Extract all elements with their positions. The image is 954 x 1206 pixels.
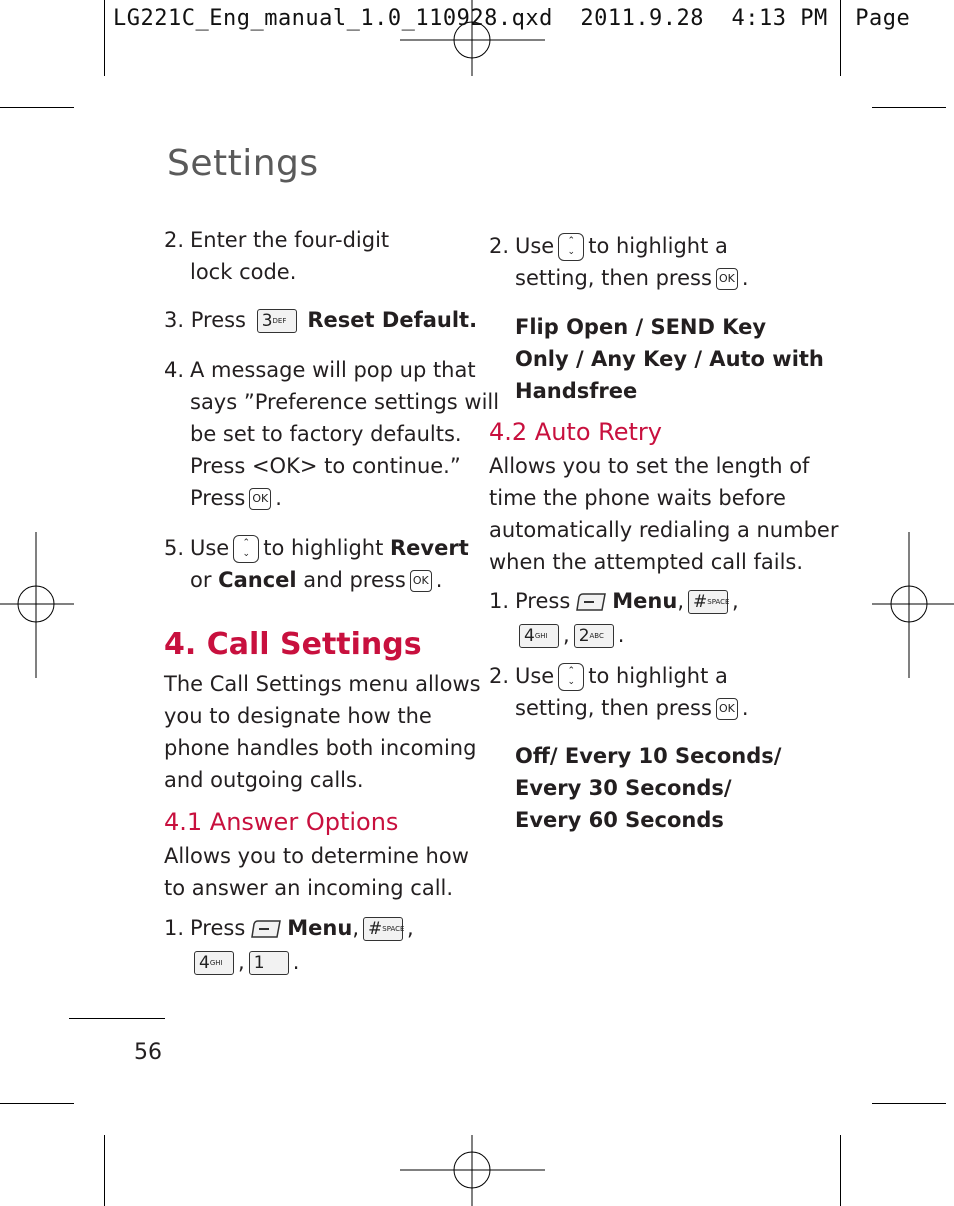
desc-line: Allows you to determine how (164, 844, 469, 868)
desc-line: when the attempted call fails. (489, 550, 804, 574)
step-text: Press (190, 308, 247, 332)
option-line: Flip Open / SEND Key (515, 315, 767, 339)
step-text: , (732, 589, 739, 613)
step-text: Press (190, 916, 246, 940)
step-text: to highlight (263, 536, 384, 560)
step-text: Use (515, 664, 555, 688)
step-text: . (292, 950, 300, 974)
key-label: 3 (261, 311, 273, 331)
ok-key-icon: OK (716, 268, 738, 290)
retry-options-list (515, 740, 781, 836)
step-text: . (275, 486, 282, 510)
nav-key-icon (558, 233, 584, 261)
step-number: 3. (164, 308, 185, 332)
key-sublabel: ABC (589, 632, 604, 640)
subsection-heading: 4.1 Answer Options (164, 808, 399, 836)
key-3-icon (257, 309, 297, 333)
key-label: 2 (578, 626, 590, 646)
step-text: . (617, 623, 625, 647)
hash-key-icon (363, 917, 403, 941)
section-intro (164, 668, 481, 796)
revert-label: Revert (390, 536, 469, 560)
subsection-heading: 4.2 Auto Retry (489, 418, 662, 446)
step-text: says ”Preference settings will (190, 390, 500, 414)
page-number: 56 (134, 1040, 162, 1065)
step-number: 4. (164, 358, 185, 382)
key-label: 1 (253, 953, 265, 973)
cancel-label: Cancel (218, 568, 297, 592)
subsection-desc (164, 840, 469, 904)
answer-options-list (515, 311, 824, 407)
step-text: , (352, 916, 360, 940)
desc-line: to answer an incoming call. (164, 876, 454, 900)
step-text: , (238, 950, 245, 974)
step-text: setting, then press (515, 266, 712, 290)
nav-key-icon (233, 535, 259, 563)
intro-line: you to designate how the (164, 704, 432, 728)
option-line: Only / Any Key / Auto with (515, 347, 824, 371)
key-label: # (368, 919, 383, 939)
key-sublabel: SPACE (382, 925, 405, 933)
nav-down-glyph: ⌄ (242, 549, 250, 559)
step-text: . (741, 696, 749, 720)
step-text: to highlight a (588, 234, 728, 258)
menu-label: Menu (612, 589, 678, 613)
step-text: . (435, 568, 443, 592)
step-3 (164, 304, 477, 336)
nav-up-glyph: ⌃ (567, 666, 575, 676)
option-line: Off/ Every 10 Seconds/ (515, 744, 782, 768)
step-number: 1. (489, 589, 510, 613)
step-text: Press (515, 589, 571, 613)
left-soft-key-icon (574, 591, 608, 613)
reset-default-label: Reset Default. (307, 308, 478, 332)
left-soft-key-icon (249, 918, 283, 940)
nav-up-glyph: ⌃ (567, 236, 575, 246)
key-sublabel: GHI (209, 959, 223, 967)
key-sublabel: DEF (272, 317, 287, 325)
desc-line: automatically redialing a number (489, 518, 839, 542)
intro-line: and outgoing calls. (164, 768, 364, 792)
step-text: Use (515, 234, 555, 258)
step-text: Enter the four-digit lock code. (190, 228, 390, 284)
option-line: Every 60 Seconds (515, 808, 724, 832)
desc-line: Allows you to set the length of (489, 454, 810, 478)
hash-key-icon (688, 590, 728, 614)
intro-line: phone handles both incoming (164, 736, 477, 760)
option-line: Handsfree (515, 379, 638, 403)
subsection-desc (489, 450, 838, 578)
step-text: Press <OK> to continue.” (190, 454, 461, 478)
key-label: 4 (524, 626, 535, 646)
key-sublabel: SPACE (707, 598, 730, 606)
step-number: 2. (489, 234, 510, 258)
step-text: and press (303, 568, 406, 592)
step-text: or (190, 568, 212, 592)
menu-label: Menu (287, 916, 353, 940)
step-text: be set to factory defaults. (190, 422, 462, 446)
step-number: 5. (164, 536, 185, 560)
nav-up-glyph: ⌃ (242, 538, 250, 548)
step-number: 2. (164, 228, 185, 252)
nav-key-icon (558, 663, 584, 691)
print-header: LG221C_Eng_manual_1.0_110928.qxd 2011.9.28 4:13 PM Page (113, 6, 911, 31)
nav-down-glyph: ⌄ (567, 247, 575, 257)
section-heading: 4. Call Settings (164, 627, 422, 662)
ok-key-icon: OK (716, 698, 738, 720)
key-label: 4 (199, 953, 210, 973)
key-sublabel: GHI (534, 632, 548, 640)
desc-line: time the phone waits before (489, 486, 786, 510)
step-text: setting, then press (515, 696, 712, 720)
step-text: , (677, 589, 685, 613)
key-label: # (693, 592, 708, 612)
key-4-icon (194, 951, 234, 975)
step-number: 1. (164, 916, 185, 940)
step-text: to highlight a (588, 664, 728, 688)
step-text: , (407, 916, 414, 940)
ok-key-icon: OK (410, 570, 432, 592)
step-text: A message will pop up that (190, 358, 476, 382)
key-2-icon (574, 624, 614, 648)
step-text: Use (190, 536, 230, 560)
step-number: 2. (489, 664, 510, 688)
key-4-icon (519, 624, 559, 648)
option-line: Every 30 Seconds/ (515, 776, 732, 800)
step-text: . (741, 266, 749, 290)
step-text: Press (190, 486, 246, 510)
key-1-icon (249, 951, 289, 975)
step-text: , (563, 623, 570, 647)
page-title: Settings (167, 143, 319, 184)
nav-down-glyph: ⌄ (567, 677, 575, 687)
intro-line: The Call Settings menu allows (164, 672, 481, 696)
ok-key-icon: OK (249, 488, 271, 510)
